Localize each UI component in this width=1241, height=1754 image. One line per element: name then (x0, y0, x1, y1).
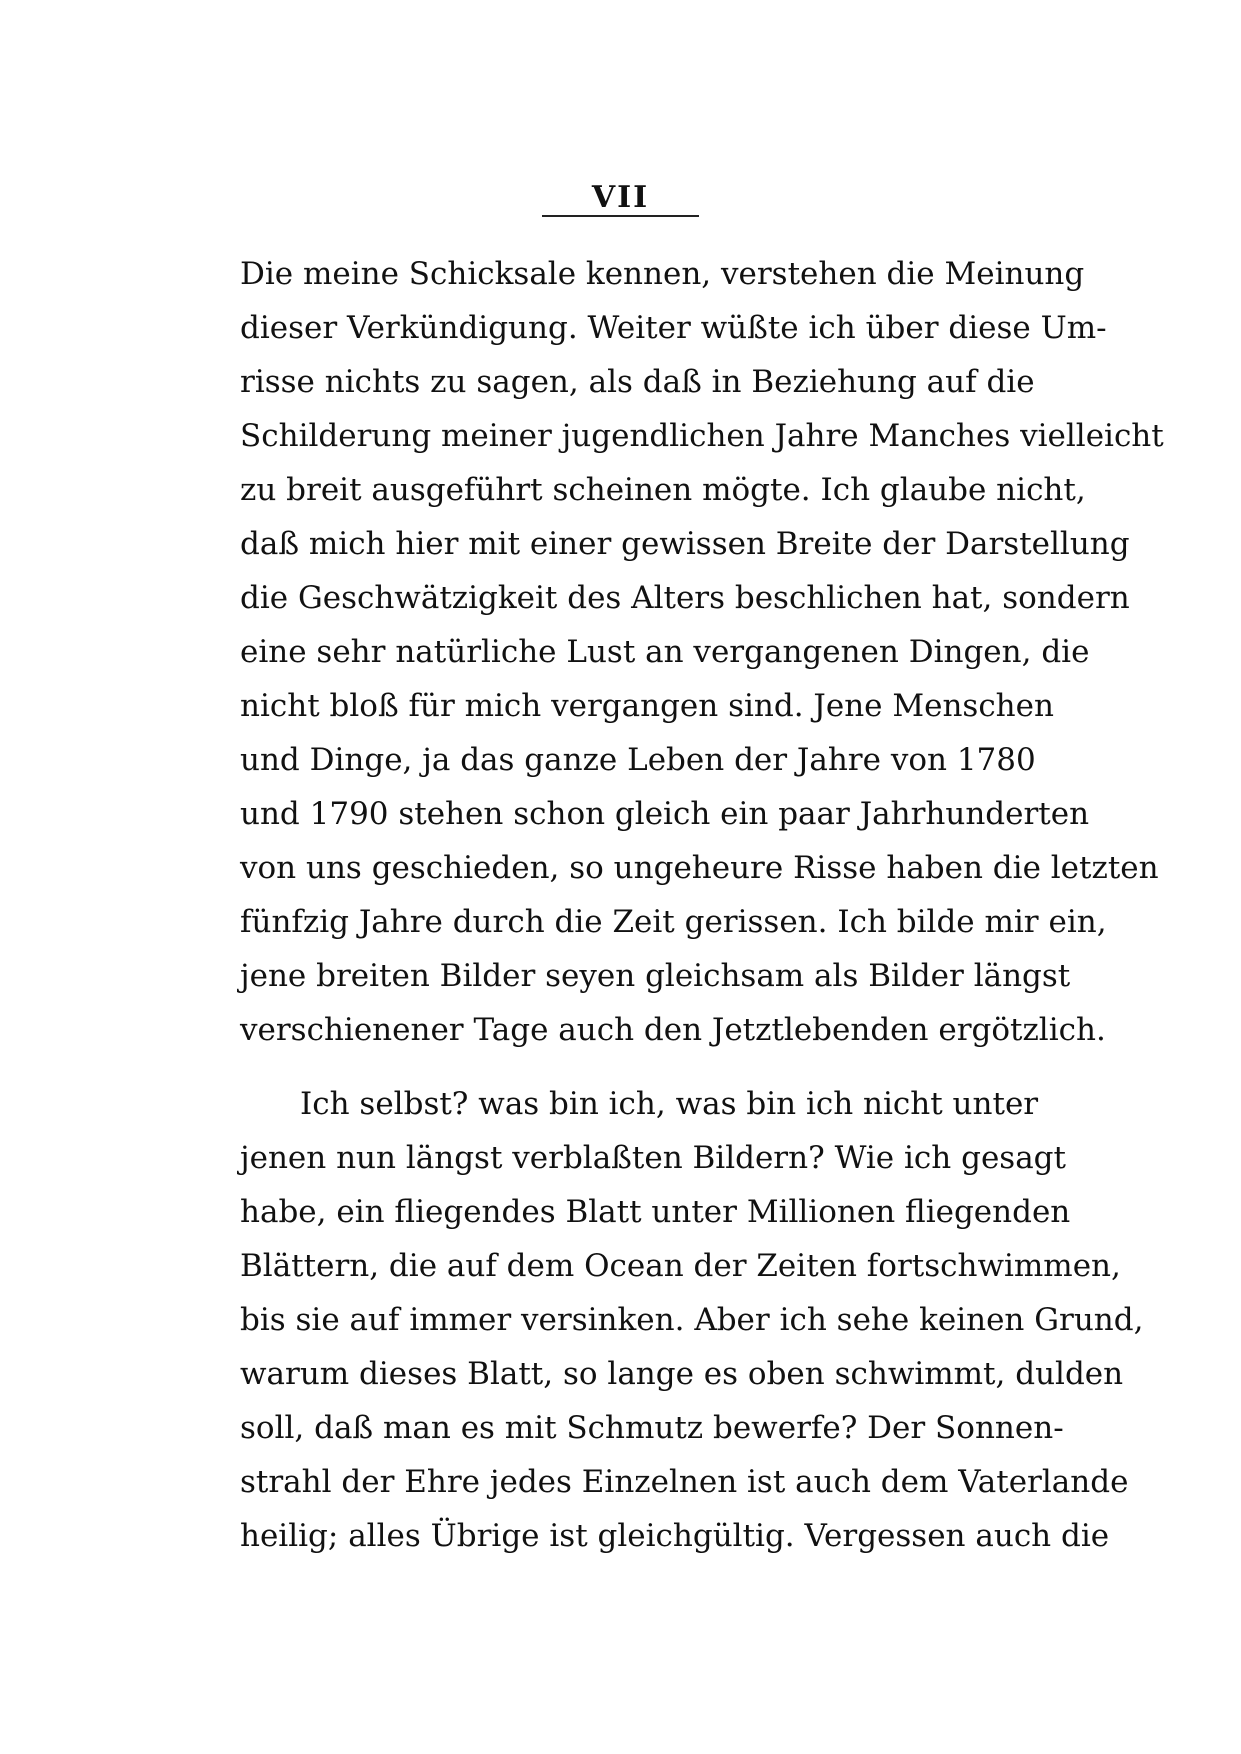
text-line: jene breiten Bilder seyen gleichsam als Bilder längst (240, 958, 1071, 994)
text-line: Ich selbst? was bin ich, was bin ich nicht unter (300, 1086, 1039, 1122)
text-line: warum dieses Blatt, so lange es oben schwimmt, dulden (240, 1356, 1124, 1392)
text-line: und Dinge, ja das ganze Leben der Jahre von 1780 (240, 742, 1036, 778)
text-line: eine sehr natürliche Lust an vergangenen Dingen, die (240, 634, 1090, 670)
text-line: dieser Verkündigung. Weiter wüßte ich über diese Um- (240, 310, 1107, 346)
body-text (240, 247, 1164, 1563)
text-line: daß mich hier mit einer gewissen Breite der Darstellung (240, 526, 1130, 562)
header-rule (542, 215, 699, 217)
page-number: VII (591, 180, 650, 215)
text-line: und 1790 stehen schon gleich ein paar Jahrhunderten (240, 796, 1090, 832)
text-line: Die meine Schicksale kennen, verstehen die Meinung (240, 256, 1085, 292)
text-line: jenen nun längst verblaßten Bildern? Wie ich gesagt (240, 1140, 1066, 1176)
text-line: verschienener Tage auch den Jetztlebenden ergötzlich. (240, 1012, 1106, 1048)
text-line: soll, daß man es mit Schmutz bewerfe? Der Sonnen- (240, 1410, 1064, 1446)
text-line: heilig; alles Übrige ist gleichgültig. Vergessen auch die (240, 1518, 1110, 1554)
text-line: habe, ein fliegendes Blatt unter Millionen fliegenden (240, 1194, 1071, 1230)
text-line: von uns geschieden, so ungeheure Risse haben die letzten (240, 850, 1159, 886)
text-line: fünfzig Jahre durch die Zeit gerissen. Ich bilde mir ein, (240, 904, 1107, 940)
text-line: Schilderung meiner jugendlichen Jahre Manches vielleicht (240, 418, 1164, 454)
text-line: nicht bloß für mich vergangen sind. Jene Menschen (240, 688, 1054, 724)
text-line: risse nichts zu sagen, als daß in Beziehung auf die (240, 364, 1035, 400)
paragraph-1 (240, 247, 1164, 1057)
paragraph-2 (240, 1077, 1144, 1563)
paragraph-gap (240, 1057, 1020, 1077)
text-line: bis sie auf immer versinken. Aber ich sehe keinen Grund, (240, 1302, 1144, 1338)
text-line: die Geschwätzigkeit des Alters beschlichen hat, sondern (240, 580, 1130, 616)
text-line: zu breit ausgeführt scheinen mögte. Ich glaube nicht, (240, 472, 1086, 508)
text-line: Blättern, die auf dem Ocean der Zeiten fortschwimmen, (240, 1248, 1121, 1284)
text-line: strahl der Ehre jedes Einzelnen ist auch dem Vaterlande (240, 1464, 1129, 1500)
